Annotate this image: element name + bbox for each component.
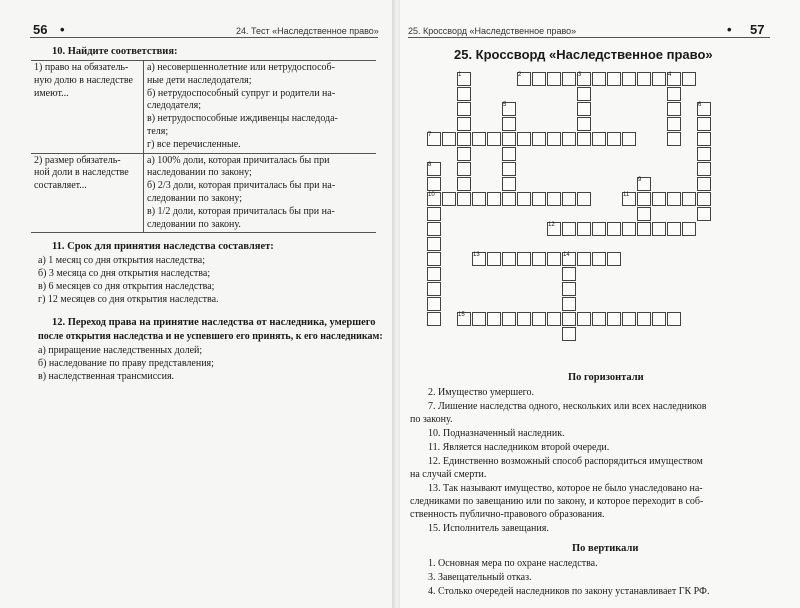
match-text: в) 1/2 доли, которая причиталась бы при на- [147, 205, 335, 217]
crossword-cell[interactable] [502, 192, 516, 206]
match-text: 1) право на обязатель- [34, 62, 129, 73]
q11-option: а) 1 месяц со дня открытия наследства; [38, 255, 206, 266]
crossword-number: 10 [428, 192, 435, 198]
crossword-cell[interactable] [622, 222, 636, 236]
crossword-cell[interactable] [682, 192, 696, 206]
crossword-cell[interactable] [457, 102, 471, 116]
crossword-cell[interactable] [532, 252, 546, 266]
crossword-cell[interactable] [682, 72, 696, 86]
crossword-cell[interactable] [562, 327, 576, 341]
crossword-cell[interactable] [562, 312, 576, 326]
crossword-cell[interactable] [457, 87, 471, 101]
crossword-cell[interactable] [637, 192, 651, 206]
crossword-cell[interactable] [697, 207, 711, 221]
crossword-cell[interactable] [532, 192, 546, 206]
match-right-cell [144, 153, 377, 233]
crossword-number: 6 [698, 102, 702, 108]
crossword-cell[interactable] [547, 192, 561, 206]
crossword-cell[interactable] [682, 222, 696, 236]
crossword-cell[interactable] [592, 312, 606, 326]
match-text: г) все перечисленные. [147, 138, 241, 150]
crossword-cell[interactable] [427, 267, 441, 281]
q11-title: 11. Срок для принятия наследства составляет: [52, 241, 274, 252]
header-bullet-left: • [60, 22, 65, 37]
match-text: б) 2/3 доли, которая причиталась бы при на- [147, 180, 336, 192]
crossword-cell[interactable] [562, 282, 576, 296]
clue-across: 13. Так называют имущество, которое не было унаследовано на- [428, 483, 703, 494]
crossword-number: 5 [503, 102, 507, 108]
q11-option: в) 6 месяцев со дня открытия наследства; [38, 281, 215, 292]
match-left-cell [31, 61, 144, 154]
crossword-cell[interactable] [502, 252, 516, 266]
crossword-cell[interactable] [667, 102, 681, 116]
match-text: следовании по закону. [147, 218, 241, 230]
crossword-title: 25. Кроссворд «Наследственное право» [454, 47, 713, 62]
match-text: теля; [147, 125, 169, 137]
crossword-cell[interactable] [607, 312, 621, 326]
crossword-number: 3 [578, 72, 582, 78]
crossword-number: 7 [428, 132, 432, 138]
q12-title-line: после открытия наследства и не успевшего его принять, к его наследникам: [38, 331, 383, 342]
crossword-cell[interactable] [427, 312, 441, 326]
q12-title-line: 12. Переход права на принятие наследства от наследника, умершего [52, 317, 376, 328]
crossword-cell[interactable] [502, 312, 516, 326]
crossword-cell[interactable] [607, 132, 621, 146]
crossword-cell[interactable] [577, 87, 591, 101]
crossword-cell[interactable] [667, 312, 681, 326]
match-text: следодателя; [147, 100, 201, 112]
q12-option: в) наследственная трансмиссия. [38, 371, 175, 382]
crossword-cell[interactable] [547, 252, 561, 266]
crossword-cell[interactable] [442, 132, 456, 146]
clue-down: 3. Завещательный отказ. [428, 572, 532, 583]
crossword-number: 9 [638, 177, 642, 183]
crossword-cell[interactable] [547, 72, 561, 86]
match-text: ные дети наследодателя; [147, 74, 252, 86]
crossword-cell[interactable] [622, 72, 636, 86]
crossword-cell[interactable] [517, 192, 531, 206]
clue-across: 7. Лишение наследства одного, нескольких или всех наследников [428, 401, 707, 412]
crossword-cell[interactable] [577, 192, 591, 206]
match-text: ной доли в наследстве [34, 167, 129, 179]
crossword-cell[interactable] [577, 252, 591, 266]
crossword-cell[interactable] [697, 162, 711, 176]
crossword-number: 11 [623, 192, 630, 198]
q10-title: 10. Найдите соответствия: [52, 46, 178, 57]
crossword-cell[interactable] [457, 147, 471, 161]
crossword-number: 1 [458, 72, 462, 78]
match-text: б) нетрудоспособный супруг и родители на- [147, 87, 336, 99]
crossword-cell[interactable] [637, 312, 651, 326]
crossword-cell[interactable] [502, 132, 516, 146]
crossword-cell[interactable] [667, 87, 681, 101]
header-title-left: 24. Тест «Наследственное право» [236, 26, 379, 36]
crossword-cell[interactable] [472, 192, 486, 206]
clue-across: ственность публично-правового образования. [410, 509, 605, 520]
match-text: следовании по закону; [147, 192, 242, 204]
crossword-cell[interactable] [442, 192, 456, 206]
crossword-cell[interactable] [652, 222, 666, 236]
crossword-cell[interactable] [562, 132, 576, 146]
header-bullet-right: • [727, 22, 732, 37]
q12-option: а) приращение наследственных долей; [38, 345, 203, 356]
crossword-cell[interactable] [622, 312, 636, 326]
clue-across: на случай смерти. [410, 469, 487, 480]
crossword-cell[interactable] [457, 192, 471, 206]
match-row [31, 153, 376, 233]
crossword-cell[interactable] [487, 192, 501, 206]
header-rule-right [408, 37, 770, 38]
crossword-cell[interactable] [547, 312, 561, 326]
crossword-cell[interactable] [562, 72, 576, 86]
crossword-cell[interactable] [607, 72, 621, 86]
crossword-cell[interactable] [637, 207, 651, 221]
crossword-cell[interactable] [457, 162, 471, 176]
crossword-cell[interactable] [697, 192, 711, 206]
crossword-cell[interactable] [487, 132, 501, 146]
crossword-cell[interactable] [427, 237, 441, 251]
crossword-cell[interactable] [487, 312, 501, 326]
match-row [31, 61, 376, 154]
crossword-cell[interactable] [502, 177, 516, 191]
crossword-cell[interactable] [637, 72, 651, 86]
crossword-cell[interactable] [697, 147, 711, 161]
right-page [400, 0, 800, 608]
clue-across: следниками по завещанию или по закону, и которое переходит в соб- [410, 496, 704, 507]
clue-across: 10. Подназначенный наследник. [428, 428, 565, 439]
crossword-cell[interactable] [532, 72, 546, 86]
crossword-number: 8 [428, 162, 432, 168]
crossword-cell[interactable] [697, 177, 711, 191]
clue-down: 1. Основная мера по охране наследства. [428, 558, 598, 569]
q11-option: б) 3 месяца со дня открытия наследства; [38, 268, 211, 279]
crossword-cell[interactable] [622, 132, 636, 146]
match-text: имеют... [34, 87, 69, 99]
book-gutter [392, 0, 400, 608]
crossword-cell[interactable] [427, 252, 441, 266]
crossword-cell[interactable] [577, 102, 591, 116]
down-heading: По вертикали [572, 543, 639, 554]
crossword-cell[interactable] [592, 72, 606, 86]
match-text: составляет... [34, 180, 87, 192]
crossword-cell[interactable] [592, 252, 606, 266]
clue-down: 4. Столько очередей наследников по закону устанавливает ГК РФ. [428, 586, 710, 597]
clue-across: 11. Является наследником второй очереди. [428, 442, 610, 453]
crossword-cell[interactable] [667, 222, 681, 236]
crossword-cell[interactable] [427, 297, 441, 311]
crossword-number: 2 [518, 72, 522, 78]
crossword-cell[interactable] [697, 132, 711, 146]
crossword-cell[interactable] [652, 192, 666, 206]
crossword-cell[interactable] [547, 132, 561, 146]
clue-across: 12. Единственно возможный способ распорядиться имуществом [428, 456, 703, 467]
header-rule-left [30, 37, 378, 38]
crossword-cell[interactable] [592, 132, 606, 146]
crossword-cell[interactable] [562, 267, 576, 281]
across-heading: По горизонтали [568, 372, 644, 383]
crossword-cell[interactable] [472, 312, 486, 326]
crossword-cell[interactable] [637, 222, 651, 236]
crossword-cell[interactable] [667, 117, 681, 131]
crossword-cell[interactable] [517, 252, 531, 266]
crossword-cell[interactable] [652, 312, 666, 326]
q12-option: б) наследование по праву представления; [38, 358, 214, 369]
crossword-number: 14 [563, 252, 570, 258]
crossword-cell[interactable] [427, 207, 441, 221]
q11-option: г) 12 месяцев со дня открытия наследства. [38, 294, 219, 305]
clue-across: 15. Исполнитель завещания. [428, 523, 549, 534]
match-text: наследовании по закону; [147, 167, 252, 179]
crossword-cell[interactable] [532, 132, 546, 146]
crossword-cell[interactable] [697, 117, 711, 131]
crossword-cell[interactable] [667, 132, 681, 146]
match-table [31, 60, 376, 233]
crossword-cell[interactable] [457, 177, 471, 191]
crossword-cell[interactable] [472, 132, 486, 146]
match-text: 2) размер обязатель- [34, 154, 121, 166]
match-text: а) 100% доли, которая причиталась бы при [147, 154, 330, 166]
clue-across: по закону. [410, 414, 453, 425]
crossword-cell[interactable] [562, 297, 576, 311]
crossword-cell[interactable] [532, 312, 546, 326]
crossword-cell[interactable] [607, 252, 621, 266]
crossword-cell[interactable] [502, 117, 516, 131]
crossword-cell[interactable] [487, 252, 501, 266]
crossword-cell[interactable] [577, 117, 591, 131]
clue-across: 2. Имущество умершего. [428, 387, 535, 398]
crossword-number: 4 [668, 72, 672, 78]
crossword-cell[interactable] [427, 282, 441, 296]
crossword-cell[interactable] [502, 162, 516, 176]
crossword-cell[interactable] [517, 312, 531, 326]
crossword-cell[interactable] [517, 132, 531, 146]
left-page [0, 0, 392, 608]
crossword-cell[interactable] [427, 222, 441, 236]
crossword-cell[interactable] [577, 312, 591, 326]
crossword-number: 12 [548, 222, 555, 228]
crossword-cell[interactable] [667, 192, 681, 206]
crossword-cell[interactable] [607, 222, 621, 236]
match-text: в) нетрудоспособные иждивенцы наследода- [147, 113, 338, 125]
crossword-cell[interactable] [592, 222, 606, 236]
crossword-cell[interactable] [562, 222, 576, 236]
crossword-cell[interactable] [577, 222, 591, 236]
page-number-right: 57 [750, 22, 765, 37]
crossword-cell[interactable] [652, 72, 666, 86]
crossword-cell[interactable] [577, 132, 591, 146]
match-left-cell [31, 153, 144, 233]
crossword-cell[interactable] [457, 132, 471, 146]
crossword-cell[interactable] [457, 117, 471, 131]
crossword-cell[interactable] [427, 177, 441, 191]
crossword-number: 15 [458, 312, 465, 318]
header-title-right: 25. Кроссворд «Наследственное право» [408, 26, 577, 36]
crossword-cell[interactable] [502, 147, 516, 161]
match-right-cell [144, 61, 377, 154]
crossword-number: 13 [473, 252, 480, 258]
match-text: ную долю в наследстве [34, 74, 133, 86]
crossword-cell[interactable] [562, 192, 576, 206]
match-text: а) несовершеннолетние или нетрудоспособ- [147, 62, 335, 73]
page-number-left: 56 [33, 22, 48, 37]
